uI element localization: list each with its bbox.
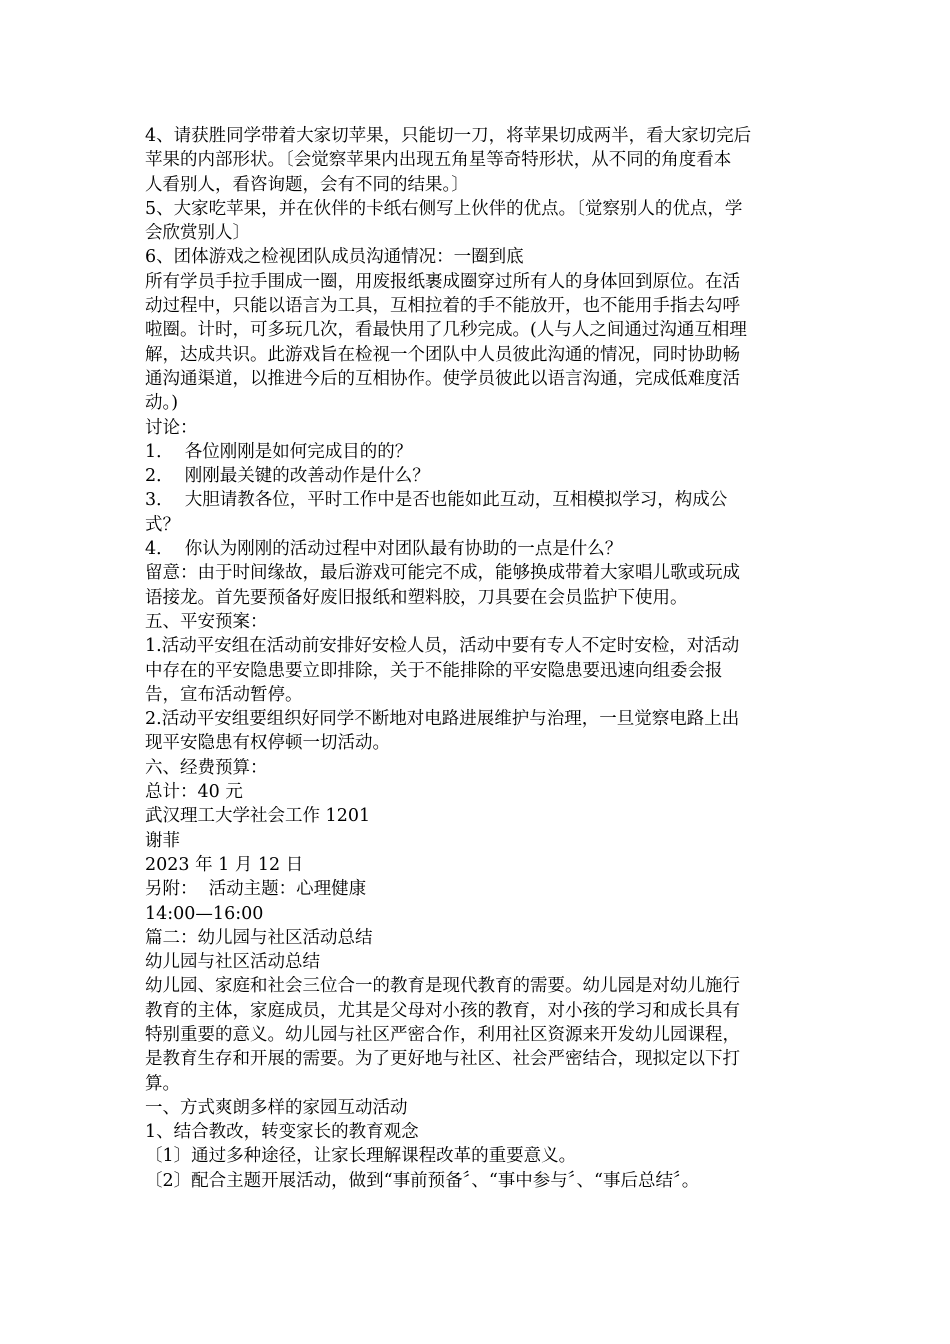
list-item: 4． 你认为刚刚的活动过程中对团队最有协助的一点是什么？ xyxy=(145,539,623,560)
text-line: 解，达成共识。此游戏旨在检视一个团队中人员彼此沟通的情况，同时协助畅 xyxy=(145,344,740,365)
text-line: 通沟通渠道，以推进今后的互相协作。使学员彼此以语言沟通，完成低难度活 xyxy=(145,368,740,389)
text-line: 教育的主体，家庭成员，尤其是父母对小孩的教育，对小孩的学习和成长具有 xyxy=(145,1000,740,1021)
author: 谢菲 xyxy=(145,830,180,851)
subsection-heading: 1、结合教改，转变家长的教育观念 xyxy=(145,1122,419,1143)
text-line: 所有学员手拉手围成一圈，用废报纸裹成圈穿过所有人的身体回到原位。在活 xyxy=(145,271,740,292)
text-line: 动。) xyxy=(145,393,179,414)
text-line: 动过程中，只能以语言为工具，互相拉着的手不能放开，也不能用手指去勾呼 xyxy=(145,296,740,317)
list-item: 〔2〕配合主题开展活动，做到“事前预备〞、“事中参与〞、“事后总结〞。 xyxy=(145,1170,700,1191)
organization: 武汉理工大学社会工作 1201 xyxy=(145,806,371,827)
text-line: 人看别人，看咨询题，会有不同的结果。〕 xyxy=(145,174,469,195)
text-line: 算。 xyxy=(145,1073,180,1094)
text-line: 是教育生存和开展的需要。为了更好地与社区、社会严密结合，现拟定以下打 xyxy=(145,1049,740,1070)
text-line: 告，宣布活动暂停。 xyxy=(145,684,303,705)
text-line: 中存在的平安隐患要立即排除，关于不能排除的平安隐患要迅速向组委会报 xyxy=(145,660,723,681)
date: 2023 年 1 月 12 日 xyxy=(145,854,304,875)
text-line: 苹果的内部形状。〔会觉察苹果内出现五角星等奇特形状，从不同的角度看本 xyxy=(145,150,732,171)
text-line: 语接龙。首先要预备好废旧报纸和塑料胶，刀具要在会员监护下使用。 xyxy=(145,587,688,608)
list-item: 式？ xyxy=(145,514,180,535)
list-item: 〔1〕通过多种途径，让家长理解课程改革的重要意义。 xyxy=(145,1146,577,1167)
list-item: 3． 大胆请教各位，平时工作中是否也能如此互动，互相模拟学习，构成公 xyxy=(145,490,728,511)
text-line: 留意：由于时间缘故，最后游戏可能完不成，能够换成带着大家唱儿歌或玩成 xyxy=(145,563,740,584)
text-line: 1.活动平安组在活动前安排好安检人员，活动中要有专人不定时安检，对活动 xyxy=(145,636,740,657)
text-line: 4、请获胜同学带着大家切苹果，只能切一刀，将苹果切成两半，看大家切完后 xyxy=(145,126,752,146)
appendix-theme: 另附： 活动主题：心理健康 xyxy=(145,879,367,900)
list-item: 2． 刚刚最关键的改善动作是什么？ xyxy=(145,466,430,487)
document-body xyxy=(145,124,813,1193)
section-heading: 一、方式爽朗多样的家园互动活动 xyxy=(145,1097,408,1118)
section-heading: 六、经费预算： xyxy=(145,757,268,778)
section-heading: 五、平安预案： xyxy=(145,611,268,632)
text-line: 会欣赏别人〕 xyxy=(145,223,250,244)
text-line: 啦圈。计时，可多玩几次，看最快用了几秒完成。(人与人之间通过沟通互相理 xyxy=(145,320,747,341)
discussion-heading: 讨论： xyxy=(145,417,198,438)
chapter-title: 幼儿园与社区活动总结 xyxy=(145,952,320,973)
chapter-heading: 篇二：幼儿园与社区活动总结 xyxy=(145,927,373,948)
text-line: 5、大家吃苹果，并在伙伴的卡纸右侧写上伙伴的优点。〔觉察别人的优点，学 xyxy=(145,198,743,219)
text-line: 现平安隐患有权停顿一切活动。 xyxy=(145,733,390,754)
text-line: 特别重要的意义。幼儿园与社区严密合作，利用社区资源来开发幼儿园课程， xyxy=(145,1024,740,1045)
text-line: 幼儿园、家庭和社会三位合一的教育是现代教育的需要。幼儿园是对幼儿施行 xyxy=(145,976,740,997)
time-range: 14:00—16:00 xyxy=(145,903,264,924)
section-heading: 6、团体游戏之检视团队成员沟通情况：一圈到底 xyxy=(145,247,524,268)
budget-total: 总计：40 元 xyxy=(145,782,243,803)
text-line: 2.活动平安组要组织好同学不断地对电路进展维护与治理，一旦觉察电路上出 xyxy=(145,709,740,730)
list-item: 1． 各位刚刚是如何完成目的的？ xyxy=(145,441,413,462)
